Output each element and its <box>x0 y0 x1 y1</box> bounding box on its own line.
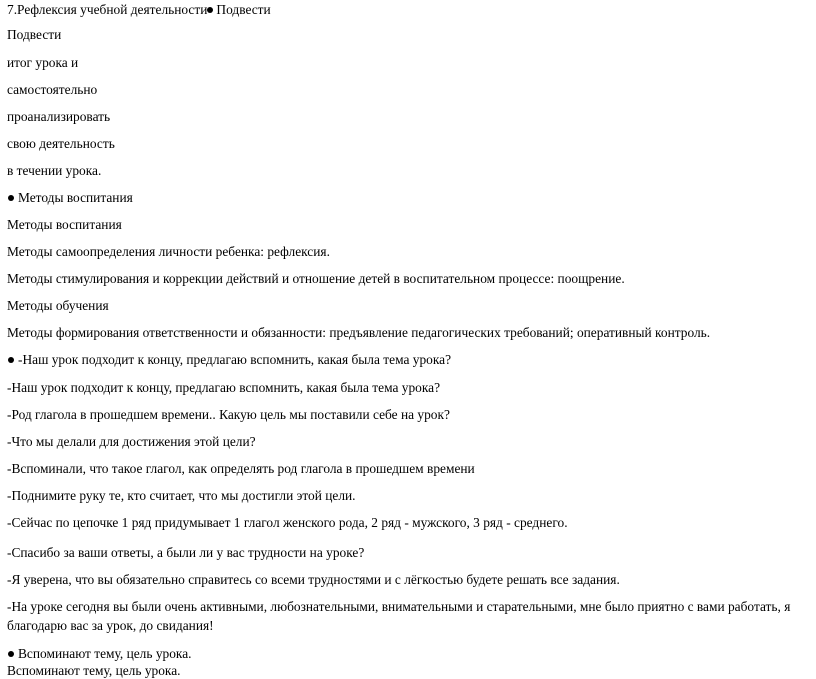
bullet-icon <box>8 195 14 201</box>
methods-bullet-text: Методы воспитания <box>18 190 133 205</box>
dialog-line: -Наш урок подходит к концу, предлагаю вспомнить, какая была тема урока? <box>7 380 441 395</box>
bullet-icon <box>207 7 213 13</box>
dialog-line: -Поднимите руку те, кто считает, что мы достигли этой цели. <box>7 488 356 503</box>
teaching-heading: Методы обучения <box>7 298 109 313</box>
section-heading-tail: Подвести <box>216 2 271 17</box>
methods-heading: Методы воспитания <box>7 217 122 232</box>
section-heading-text: 7.Рефлексия учебной деятельности <box>7 2 208 17</box>
bullet-icon <box>8 651 14 657</box>
method-line: Методы самоопределения личности ребенка: рефлексия. <box>7 244 330 259</box>
dialog-line: -Я уверена, что вы обязательно справитесь со всеми трудностями и с лёгкостью будете решать все задания. <box>7 572 620 587</box>
text-line: в течении урока. <box>7 163 102 178</box>
bullet-icon <box>8 357 14 363</box>
dialog-line: -Сейчас по цепочке 1 ряд придумывает 1 глагол женского рода, 2 ряд - мужского, 3 ряд - среднего. <box>7 515 568 530</box>
text-line: свою деятельность <box>7 136 115 151</box>
dialog-line: -Что мы делали для достижения этой цели? <box>7 434 256 449</box>
dialog-bullet-text: -Наш урок подходит к концу, предлагаю вспомнить, какая была тема урока? <box>18 352 452 367</box>
dialog-line: -Вспоминали, что такое глагол, как определять род глагола в прошедшем времени <box>7 461 475 476</box>
dialog-line: -Спасибо за ваши ответы, а были ли у вас трудности на уроке? <box>7 545 365 560</box>
dialog-line: -Род глагола в прошедшем времени.. Какую цель мы поставили себе на урок? <box>7 407 450 422</box>
text-line: проанализировать <box>7 109 111 124</box>
text-line: Подвести <box>7 27 62 42</box>
section-heading <box>7 2 271 18</box>
dialog-bullet-line <box>7 352 451 368</box>
text-line: самостоятельно <box>7 82 98 97</box>
method-line: Методы стимулирования и коррекции действий и отношение детей в воспитательном процессе: поощрение. <box>7 271 625 286</box>
students-bullet-text: Вспоминают тему, цель урока. <box>18 646 192 661</box>
method-line: Методы формирования ответственности и обязанности: предъявление педагогических требований; оперативный контроль. <box>7 325 711 340</box>
methods-bullet-line <box>7 190 133 206</box>
students-bullet-line <box>7 646 192 662</box>
text-line: итог урока и <box>7 55 79 70</box>
students-line: Вспоминают тему, цель урока. <box>7 663 181 678</box>
farewell-paragraph: -На уроке сегодня вы были очень активными, любознательными, внимательными и старательными, мне было приятно с вами работать, я благодарю вас за урок, до свидания! <box>7 599 791 633</box>
